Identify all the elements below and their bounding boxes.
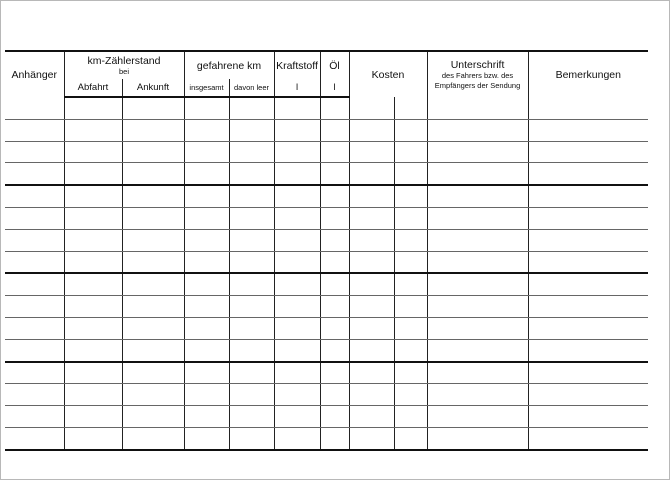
cell-insgesamt[interactable]: [184, 141, 229, 163]
cell-oel[interactable]: [320, 163, 349, 185]
table-row: [5, 317, 648, 339]
header-unterschrift: Unterschrift des Fahrers bzw. des Empfängers der Sendung: [427, 51, 528, 97]
cell-abfahrt[interactable]: [64, 163, 122, 185]
trip-log-body: [5, 97, 648, 450]
cell-kosten-b[interactable]: [394, 339, 427, 361]
cell-ankunft[interactable]: [122, 273, 184, 295]
cell-davon-leer[interactable]: [229, 229, 274, 251]
cell-kosten-a[interactable]: [349, 185, 394, 207]
cell-kosten-a[interactable]: [349, 296, 394, 318]
cell-kosten-a[interactable]: [349, 339, 394, 361]
cell-kosten-b[interactable]: [394, 141, 427, 163]
cell-oel[interactable]: [320, 384, 349, 406]
cell-oel[interactable]: [320, 141, 349, 163]
cell-davon-leer[interactable]: [229, 163, 274, 185]
header-davon-leer: davon leer: [229, 79, 274, 97]
cell-kraftstoff[interactable]: [274, 251, 320, 273]
table-row: [5, 296, 648, 318]
cell-kosten-b[interactable]: [394, 317, 427, 339]
cell-unterschrift[interactable]: [427, 207, 528, 229]
cell-insgesamt[interactable]: [184, 207, 229, 229]
cell-kraftstoff[interactable]: [274, 273, 320, 295]
cell-davon-leer[interactable]: [229, 119, 274, 141]
cell-abfahrt[interactable]: [64, 185, 122, 207]
trip-log-table: [5, 50, 648, 451]
header-bemerkungen: Bemerkungen: [528, 51, 648, 97]
cell-kosten-a[interactable]: [349, 362, 394, 384]
cell-oel[interactable]: [320, 185, 349, 207]
cell-abfahrt[interactable]: [64, 339, 122, 361]
cell-oel[interactable]: [320, 119, 349, 141]
cell-insgesamt[interactable]: [184, 229, 229, 251]
table-row: [5, 185, 648, 207]
cell-abfahrt[interactable]: [64, 362, 122, 384]
cell-kosten-a[interactable]: [349, 273, 394, 295]
cell-davon-leer[interactable]: [229, 427, 274, 449]
cell-bemerkungen[interactable]: [528, 406, 648, 428]
cell-unterschrift[interactable]: [427, 185, 528, 207]
cell-abfahrt[interactable]: [64, 119, 122, 141]
cell-ankunft[interactable]: [122, 97, 184, 119]
cell-kosten-b[interactable]: [394, 362, 427, 384]
cell-kraftstoff[interactable]: [274, 141, 320, 163]
cell-insgesamt[interactable]: [184, 273, 229, 295]
cell-kosten-a[interactable]: [349, 207, 394, 229]
cell-kosten-b[interactable]: [394, 384, 427, 406]
cell-unterschrift[interactable]: [427, 229, 528, 251]
cell-kosten-b[interactable]: [394, 251, 427, 273]
cell-unterschrift[interactable]: [427, 141, 528, 163]
cell-ankunft[interactable]: [122, 185, 184, 207]
cell-abfahrt[interactable]: [64, 273, 122, 295]
cell-bemerkungen[interactable]: [528, 384, 648, 406]
cell-ankunft[interactable]: [122, 362, 184, 384]
cell-anhaenger[interactable]: [5, 406, 64, 428]
cell-ankunft[interactable]: [122, 296, 184, 318]
cell-anhaenger[interactable]: [5, 251, 64, 273]
cell-abfahrt[interactable]: [64, 384, 122, 406]
cell-ankunft[interactable]: [122, 163, 184, 185]
cell-abfahrt[interactable]: [64, 251, 122, 273]
header-abfahrt: Abfahrt: [64, 79, 122, 97]
cell-ankunft[interactable]: [122, 406, 184, 428]
cell-abfahrt[interactable]: [64, 229, 122, 251]
table-row: [5, 141, 648, 163]
cell-bemerkungen[interactable]: [528, 119, 648, 141]
cell-oel[interactable]: [320, 296, 349, 318]
cell-ankunft[interactable]: [122, 141, 184, 163]
cell-insgesamt[interactable]: [184, 317, 229, 339]
cell-davon-leer[interactable]: [229, 317, 274, 339]
cell-anhaenger[interactable]: [5, 229, 64, 251]
cell-insgesamt[interactable]: [184, 251, 229, 273]
cell-kraftstoff[interactable]: [274, 384, 320, 406]
cell-oel[interactable]: [320, 229, 349, 251]
cell-bemerkungen[interactable]: [528, 362, 648, 384]
cell-bemerkungen[interactable]: [528, 207, 648, 229]
cell-oel[interactable]: [320, 362, 349, 384]
cell-bemerkungen[interactable]: [528, 273, 648, 295]
cell-anhaenger[interactable]: [5, 141, 64, 163]
cell-kosten-b[interactable]: [394, 296, 427, 318]
cell-bemerkungen[interactable]: [528, 251, 648, 273]
cell-davon-leer[interactable]: [229, 251, 274, 273]
cell-insgesamt[interactable]: [184, 97, 229, 119]
cell-bemerkungen[interactable]: [528, 163, 648, 185]
cell-abfahrt[interactable]: [64, 207, 122, 229]
cell-unterschrift[interactable]: [427, 339, 528, 361]
cell-bemerkungen[interactable]: [528, 339, 648, 361]
header-kraftstoff: Kraftstoff: [274, 51, 320, 79]
cell-anhaenger[interactable]: [5, 362, 64, 384]
cell-anhaenger[interactable]: [5, 207, 64, 229]
cell-unterschrift[interactable]: [427, 163, 528, 185]
header-insgesamt: insgesamt: [184, 79, 229, 97]
cell-kraftstoff[interactable]: [274, 362, 320, 384]
table-row: [5, 339, 648, 361]
table-row: [5, 406, 648, 428]
cell-ankunft[interactable]: [122, 251, 184, 273]
cell-bemerkungen[interactable]: [528, 185, 648, 207]
cell-kosten-a[interactable]: [349, 141, 394, 163]
cell-kosten-b[interactable]: [394, 427, 427, 449]
cell-kosten-a[interactable]: [349, 406, 394, 428]
cell-unterschrift[interactable]: [427, 97, 528, 119]
cell-insgesamt[interactable]: [184, 185, 229, 207]
table-row: [5, 119, 648, 141]
cell-abfahrt[interactable]: [64, 296, 122, 318]
cell-oel[interactable]: [320, 97, 349, 119]
cell-bemerkungen[interactable]: [528, 427, 648, 449]
cell-davon-leer[interactable]: [229, 339, 274, 361]
cell-bemerkungen[interactable]: [528, 229, 648, 251]
cell-kraftstoff[interactable]: [274, 119, 320, 141]
cell-anhaenger[interactable]: [5, 339, 64, 361]
cell-kraftstoff[interactable]: [274, 185, 320, 207]
cell-kosten-b[interactable]: [394, 97, 427, 119]
cell-abfahrt[interactable]: [64, 427, 122, 449]
cell-anhaenger[interactable]: [5, 427, 64, 449]
table-row: [5, 251, 648, 273]
header-ankunft: Ankunft: [122, 79, 184, 97]
cell-kraftstoff[interactable]: [274, 339, 320, 361]
cell-davon-leer[interactable]: [229, 384, 274, 406]
cell-abfahrt[interactable]: [64, 97, 122, 119]
cell-kraftstoff[interactable]: [274, 427, 320, 449]
cell-kosten-a[interactable]: [349, 427, 394, 449]
header-kraftstoff-unit: l: [274, 79, 320, 97]
table-row: [5, 273, 648, 295]
cell-oel[interactable]: [320, 427, 349, 449]
table-row: [5, 163, 648, 185]
table-row: [5, 229, 648, 251]
cell-davon-leer[interactable]: [229, 185, 274, 207]
cell-ankunft[interactable]: [122, 119, 184, 141]
table-row: [5, 427, 648, 449]
cell-davon-leer[interactable]: [229, 362, 274, 384]
cell-oel[interactable]: [320, 339, 349, 361]
table-row: [5, 384, 648, 406]
cell-kosten-b[interactable]: [394, 273, 427, 295]
cell-kosten-b[interactable]: [394, 207, 427, 229]
cell-kosten-b[interactable]: [394, 229, 427, 251]
cell-anhaenger[interactable]: [5, 384, 64, 406]
cell-unterschrift[interactable]: [427, 427, 528, 449]
cell-insgesamt[interactable]: [184, 427, 229, 449]
cell-bemerkungen[interactable]: [528, 317, 648, 339]
cell-anhaenger[interactable]: [5, 163, 64, 185]
cell-davon-leer[interactable]: [229, 273, 274, 295]
cell-oel[interactable]: [320, 207, 349, 229]
cell-insgesamt[interactable]: [184, 384, 229, 406]
table-row: [5, 362, 648, 384]
cell-anhaenger[interactable]: [5, 296, 64, 318]
cell-unterschrift[interactable]: [427, 317, 528, 339]
cell-insgesamt[interactable]: [184, 163, 229, 185]
cell-insgesamt[interactable]: [184, 406, 229, 428]
cell-bemerkungen[interactable]: [528, 141, 648, 163]
cell-insgesamt[interactable]: [184, 296, 229, 318]
cell-anhaenger[interactable]: [5, 185, 64, 207]
cell-abfahrt[interactable]: [64, 317, 122, 339]
cell-oel[interactable]: [320, 317, 349, 339]
cell-unterschrift[interactable]: [427, 119, 528, 141]
cell-anhaenger[interactable]: [5, 97, 64, 119]
cell-insgesamt[interactable]: [184, 119, 229, 141]
cell-kraftstoff[interactable]: [274, 317, 320, 339]
cell-unterschrift[interactable]: [427, 406, 528, 428]
header-gefahrene-km: gefahrene km: [184, 51, 274, 79]
cell-kosten-a[interactable]: [349, 317, 394, 339]
cell-oel[interactable]: [320, 273, 349, 295]
cell-davon-leer[interactable]: [229, 406, 274, 428]
cell-anhaenger[interactable]: [5, 317, 64, 339]
cell-unterschrift[interactable]: [427, 362, 528, 384]
cell-davon-leer[interactable]: [229, 296, 274, 318]
header-kosten: Kosten: [349, 51, 427, 97]
cell-kosten-a[interactable]: [349, 163, 394, 185]
cell-ankunft[interactable]: [122, 229, 184, 251]
cell-anhaenger[interactable]: [5, 119, 64, 141]
cell-insgesamt[interactable]: [184, 362, 229, 384]
header-oel: Öl: [320, 51, 349, 79]
cell-davon-leer[interactable]: [229, 207, 274, 229]
header-anhaenger: Anhänger: [5, 51, 64, 97]
cell-kraftstoff[interactable]: [274, 97, 320, 119]
cell-kosten-b[interactable]: [394, 119, 427, 141]
cell-kraftstoff[interactable]: [274, 296, 320, 318]
cell-kosten-b[interactable]: [394, 185, 427, 207]
cell-kraftstoff[interactable]: [274, 406, 320, 428]
cell-oel[interactable]: [320, 406, 349, 428]
cell-kosten-b[interactable]: [394, 406, 427, 428]
cell-kosten-a[interactable]: [349, 384, 394, 406]
cell-insgesamt[interactable]: [184, 339, 229, 361]
cell-kosten-a[interactable]: [349, 97, 394, 119]
header-km-zaehlerstand: km-Zählerstand bei: [64, 51, 184, 79]
cell-oel[interactable]: [320, 251, 349, 273]
cell-unterschrift[interactable]: [427, 251, 528, 273]
cell-kosten-b[interactable]: [394, 163, 427, 185]
cell-kosten-a[interactable]: [349, 251, 394, 273]
cell-kosten-a[interactable]: [349, 229, 394, 251]
cell-bemerkungen[interactable]: [528, 97, 648, 119]
cell-bemerkungen[interactable]: [528, 296, 648, 318]
cell-ankunft[interactable]: [122, 339, 184, 361]
cell-ankunft[interactable]: [122, 384, 184, 406]
cell-unterschrift[interactable]: [427, 384, 528, 406]
cell-ankunft[interactable]: [122, 317, 184, 339]
header-oel-unit: l: [320, 79, 349, 97]
cell-ankunft[interactable]: [122, 427, 184, 449]
cell-davon-leer[interactable]: [229, 141, 274, 163]
cell-abfahrt[interactable]: [64, 406, 122, 428]
cell-unterschrift[interactable]: [427, 296, 528, 318]
cell-davon-leer[interactable]: [229, 97, 274, 119]
table-row: [5, 97, 648, 119]
cell-kraftstoff[interactable]: [274, 229, 320, 251]
cell-ankunft[interactable]: [122, 207, 184, 229]
cell-kraftstoff[interactable]: [274, 163, 320, 185]
cell-anhaenger[interactable]: [5, 273, 64, 295]
table-row: [5, 207, 648, 229]
cell-abfahrt[interactable]: [64, 141, 122, 163]
cell-unterschrift[interactable]: [427, 273, 528, 295]
cell-kraftstoff[interactable]: [274, 207, 320, 229]
cell-kosten-a[interactable]: [349, 119, 394, 141]
